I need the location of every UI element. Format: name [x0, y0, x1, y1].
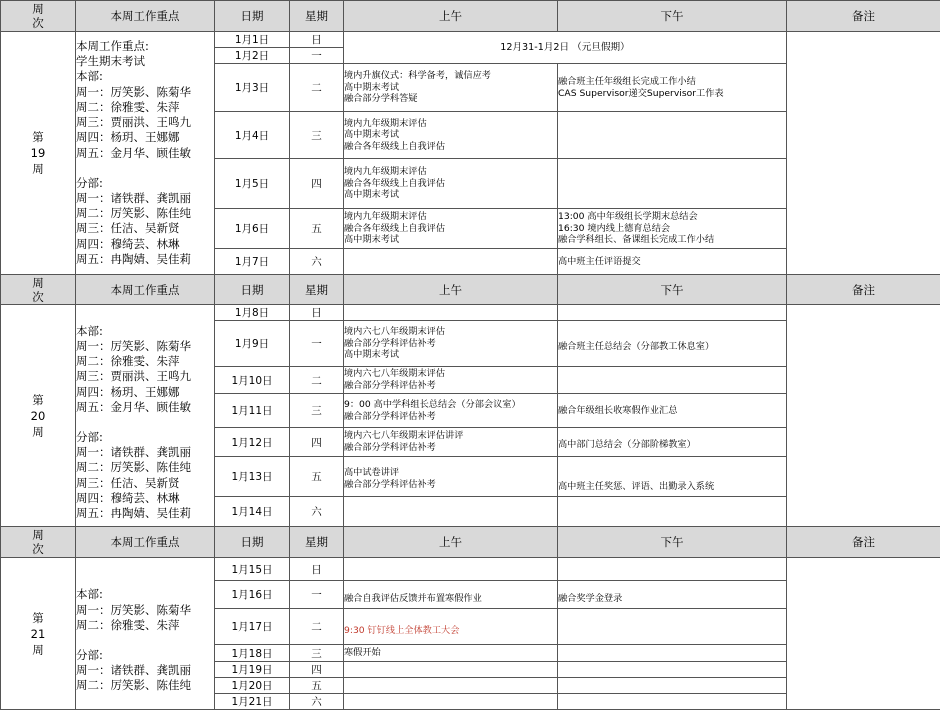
header-week-char-2: 次: [32, 542, 44, 556]
weekday-cell: 六: [290, 694, 344, 710]
activity-line: 融合部分学科评估补考: [344, 442, 436, 453]
date-cell: 1月1日: [215, 32, 290, 48]
week-label-text: 第: [32, 392, 44, 407]
header-remarks: 备注: [787, 1, 940, 32]
date-cell: 1月20日: [215, 678, 290, 694]
focus-line: 本部:: [76, 587, 103, 602]
header-week-char-1: 周: [32, 2, 44, 16]
header-week-char-2: 次: [32, 16, 44, 30]
focus-line: 周三：贾丽洪、王鸣九: [76, 369, 191, 384]
focus-line: 分部:: [76, 430, 103, 444]
activity-line: 高中期末考试: [344, 349, 400, 361]
focus-spacer: [76, 415, 214, 430]
activity-line: 高中期末考试: [344, 129, 400, 141]
afternoon-cell: [558, 694, 787, 710]
afternoon-cell: [558, 678, 787, 694]
header-remarks: 备注: [787, 275, 940, 305]
week-label: [1, 558, 76, 710]
focus-spacer: [76, 633, 214, 648]
header-week: [1, 275, 76, 305]
header-date: 日期: [215, 1, 290, 32]
activity-line: 融合各年级线上自我评估: [344, 222, 446, 234]
activity-line: 融合班主任总结会（分部教工休息室）: [558, 340, 715, 352]
activity-line: 境内九年级期末评估: [344, 211, 427, 223]
morning-cell: [344, 159, 558, 209]
activity-line: 境内六七八年级期末评估: [344, 326, 446, 338]
morning-cell: [344, 112, 558, 159]
header-row: [1, 527, 940, 558]
afternoon-cell: [558, 457, 787, 497]
activity-line-highlight: 9:30 钉钉线上全体教工大会: [344, 624, 460, 636]
focus-line: 本部:: [76, 323, 103, 338]
focus-line: 周五：金月华、顾佳敏: [76, 399, 191, 414]
date-cell: 1月17日: [215, 609, 290, 645]
table-row: [1, 558, 940, 581]
morning-cell: [344, 558, 558, 581]
morning-cell: [344, 645, 558, 662]
afternoon-cell: [558, 112, 787, 159]
week-label: [1, 305, 76, 527]
date-cell: 1月12日: [215, 428, 290, 457]
activity-line: 高中期末考试: [344, 234, 400, 246]
week-label-text: 周: [32, 162, 44, 176]
remarks-cell: [787, 305, 940, 527]
activity-line: 高中部门总结会（分部阶梯教室）: [558, 439, 696, 451]
afternoon-cell: [558, 321, 787, 367]
weekday-cell: 日: [290, 305, 344, 321]
header-morning: 上午: [344, 1, 558, 32]
focus-line: 周五：金月华、顾佳敏: [76, 145, 191, 160]
activity-line: 融合班主任年级组长完成工作小结: [558, 75, 696, 87]
focus-line: 周三：任洁、吴新贤: [76, 221, 180, 236]
activity-line: 境内六七八年级期末评估: [344, 368, 446, 380]
focus-spacer: [76, 161, 214, 176]
focus-line: 周二：徐雅雯、朱萍: [76, 354, 180, 369]
date-cell: 1月4日: [215, 112, 290, 159]
header-remarks: 备注: [787, 527, 940, 558]
date-cell: 1月7日: [215, 249, 290, 275]
holiday-cell: 12月31-1月2日 （元旦假期）: [344, 32, 787, 64]
morning-cell: [344, 457, 558, 497]
focus-line: 周二：厉笑影、陈佳纯: [76, 678, 191, 693]
afternoon-cell: [558, 367, 787, 394]
weekday-cell: 日: [290, 32, 344, 48]
date-cell: 1月11日: [215, 394, 290, 428]
date-cell: 1月10日: [215, 367, 290, 394]
week-label-text: 第: [32, 130, 44, 144]
activity-line: 融合部分学科答疑: [344, 93, 418, 105]
focus-line: 周五：冉陶婧、吴佳莉: [76, 251, 191, 266]
activity-line: 融合部分学科评估补考: [344, 337, 436, 349]
header-week: [1, 1, 76, 32]
remarks-cell: [787, 558, 940, 710]
weekday-cell: 五: [290, 457, 344, 497]
date-cell: 1月19日: [215, 662, 290, 678]
morning-cell: [344, 497, 558, 527]
afternoon-cell: [558, 558, 787, 581]
week-label-text: 周: [32, 642, 44, 657]
focus-line: 周一：厉笑影、陈菊华: [76, 84, 191, 99]
focus-line: 学生期末考试: [76, 54, 145, 69]
weekday-cell: 五: [290, 678, 344, 694]
activity-line: 寒假开始: [344, 647, 381, 659]
date-cell: 1月6日: [215, 209, 290, 249]
header-row: [1, 275, 940, 305]
focus-line: 周四：杨玥、王娜娜: [76, 130, 180, 145]
afternoon-cell: [558, 209, 787, 249]
afternoon-cell: [558, 159, 787, 209]
afternoon-cell: [558, 497, 787, 527]
header-afternoon: 下午: [558, 1, 787, 32]
focus-line: 周三：任洁、吴新贤: [76, 475, 180, 490]
weekday-cell: 三: [290, 394, 344, 428]
afternoon-cell: [558, 609, 787, 645]
week-label-number: 19: [30, 146, 46, 160]
week-focus: [76, 32, 215, 275]
week-focus: [76, 305, 215, 527]
morning-cell: [344, 249, 558, 275]
weekday-cell: 五: [290, 209, 344, 249]
morning-cell: [344, 678, 558, 694]
date-cell: 1月3日: [215, 64, 290, 112]
date-cell: 1月2日: [215, 48, 290, 64]
activity-line: 境内六七八年级期末评估讲评: [344, 430, 464, 442]
weekday-cell: 二: [290, 64, 344, 112]
morning-cell: [344, 662, 558, 678]
afternoon-cell: [558, 662, 787, 678]
header-row: [1, 1, 940, 32]
header-week: [1, 527, 76, 558]
header-date: 日期: [215, 527, 290, 558]
header-focus: 本周工作重点: [76, 1, 215, 32]
activity-line: 融合自我评估反馈并布置寒假作业: [344, 593, 482, 605]
afternoon-cell: [558, 249, 787, 275]
activity-line: 境内九年级期末评估: [344, 117, 427, 129]
weekday-cell: 四: [290, 662, 344, 678]
date-cell: 1月15日: [215, 558, 290, 581]
date-cell: 1月13日: [215, 457, 290, 497]
weekday-cell: 六: [290, 249, 344, 275]
activity-line: 融合奖学金登录: [558, 593, 623, 605]
focus-line: 分部:: [76, 648, 103, 662]
activity-line: 境内升旗仪式：科学备考，诚信应考: [344, 70, 491, 82]
activity-line: 9：00 高中学科组长总结会（分部会议室）: [344, 398, 521, 410]
focus-line: 周四：穆绮芸、林琳: [76, 236, 180, 251]
afternoon-cell: [558, 428, 787, 457]
weekday-cell: 一: [290, 48, 344, 64]
activity-line: 13:00 高中年级组长学期末总结会: [558, 211, 698, 223]
week-label-text: 第: [32, 610, 44, 625]
focus-line: 周二：厉笑影、陈佳纯: [76, 206, 191, 221]
week-label-text: 周: [32, 424, 44, 439]
morning-cell: [344, 64, 558, 112]
date-cell: 1月8日: [215, 305, 290, 321]
header-afternoon: 下午: [558, 527, 787, 558]
header-focus: 本周工作重点: [76, 527, 215, 558]
header-morning: 上午: [344, 275, 558, 305]
activity-line: 高中试卷讲评: [344, 466, 400, 478]
weekday-cell: 一: [290, 581, 344, 609]
focus-line: 周二：厉笑影、陈佳纯: [76, 460, 191, 475]
activity-line: 高中期末考试: [344, 81, 400, 93]
focus-line: 周四：穆绮芸、林琳: [76, 490, 180, 505]
focus-line: 分部:: [76, 175, 103, 190]
weekday-cell: 日: [290, 558, 344, 581]
focus-line: 周一：厉笑影、陈菊华: [76, 338, 191, 353]
morning-cell: [344, 321, 558, 367]
weekday-cell: 六: [290, 497, 344, 527]
morning-cell: [344, 609, 558, 645]
week-label-number: 20: [30, 408, 46, 423]
focus-line: 周二：徐雅雯、朱萍: [76, 99, 180, 114]
focus-line: 本周工作重点:: [76, 39, 149, 54]
weekday-cell: 二: [290, 367, 344, 394]
header-date: 日期: [215, 275, 290, 305]
remarks-cell: [787, 32, 940, 275]
focus-line: 周一：诸铁群、龚凯丽: [76, 445, 191, 460]
activity-line: CAS Supervisor递交Supervisor工作表: [558, 87, 724, 99]
focus-line: 本部:: [76, 69, 103, 84]
activity-line: 融合部分学科评估补考: [344, 478, 436, 490]
header-weekday: 星期: [290, 1, 344, 32]
focus-line: 周二：徐雅雯、朱萍: [76, 617, 180, 632]
weekday-cell: 二: [290, 609, 344, 645]
afternoon-cell: [558, 305, 787, 321]
afternoon-cell: [558, 581, 787, 609]
table-row: [1, 32, 940, 48]
activity-line: 融合各年级线上自我评估: [344, 177, 446, 189]
date-cell: 1月16日: [215, 581, 290, 609]
header-week-char-1: 周: [32, 275, 44, 290]
morning-cell: [344, 209, 558, 249]
activity-line: 融合各年级线上自我评估: [344, 140, 446, 152]
date-cell: 1月14日: [215, 497, 290, 527]
morning-cell: [344, 394, 558, 428]
afternoon-cell: [558, 64, 787, 112]
header-weekday: 星期: [290, 275, 344, 305]
morning-cell: [344, 694, 558, 710]
weekday-cell: 三: [290, 645, 344, 662]
focus-line: 周五：冉陶婧、吴佳莉: [76, 506, 191, 521]
header-weekday: 星期: [290, 527, 344, 558]
focus-line: 周一：诸铁群、龚凯丽: [76, 663, 191, 678]
morning-cell: [344, 367, 558, 394]
header-afternoon: 下午: [558, 275, 787, 305]
weekday-cell: 一: [290, 321, 344, 367]
afternoon-cell: [558, 394, 787, 428]
activity-line: 融合年级组长收寒假作业汇总: [558, 404, 678, 416]
header-week-char-1: 周: [32, 528, 44, 542]
header-morning: 上午: [344, 527, 558, 558]
table-row: [1, 305, 940, 321]
date-cell: 1月21日: [215, 694, 290, 710]
morning-cell: [344, 305, 558, 321]
activity-line: 高中期末考试: [344, 189, 400, 201]
activity-line: 高中班主任评语提交: [558, 255, 641, 267]
activity-line: 境内九年级期末评估: [344, 166, 427, 178]
focus-line: 周三：贾丽洪、王鸣九: [76, 115, 191, 130]
focus-line: 周一：厉笑影、陈菊华: [76, 602, 191, 617]
date-cell: 1月5日: [215, 159, 290, 209]
morning-cell: [344, 428, 558, 457]
focus-line: 周一：诸铁群、龚凯丽: [76, 190, 191, 205]
weekday-cell: 四: [290, 159, 344, 209]
week-label-number: 21: [30, 626, 46, 641]
date-cell: 1月18日: [215, 645, 290, 662]
date-cell: 1月9日: [215, 321, 290, 367]
activity-line: 融合部分学科评估补考: [344, 410, 436, 422]
week-focus: [76, 558, 215, 710]
weekday-cell: 四: [290, 428, 344, 457]
activity-line: 高中班主任奖惩、评语、出勤录入系统: [558, 481, 715, 493]
week-label: [1, 32, 76, 275]
afternoon-cell: [558, 645, 787, 662]
activity-line: 融合学科组长、备课组长完成工作小结: [558, 234, 715, 246]
activity-line: 16:30 境内线上德育总结会: [558, 222, 671, 234]
header-focus: 本周工作重点: [76, 275, 215, 305]
morning-cell: [344, 581, 558, 609]
focus-line: 周四：杨玥、王娜娜: [76, 384, 180, 399]
weekday-cell: 三: [290, 112, 344, 159]
activity-line: 融合部分学科评估补考: [344, 380, 436, 391]
header-week-char-2: 次: [32, 289, 44, 304]
